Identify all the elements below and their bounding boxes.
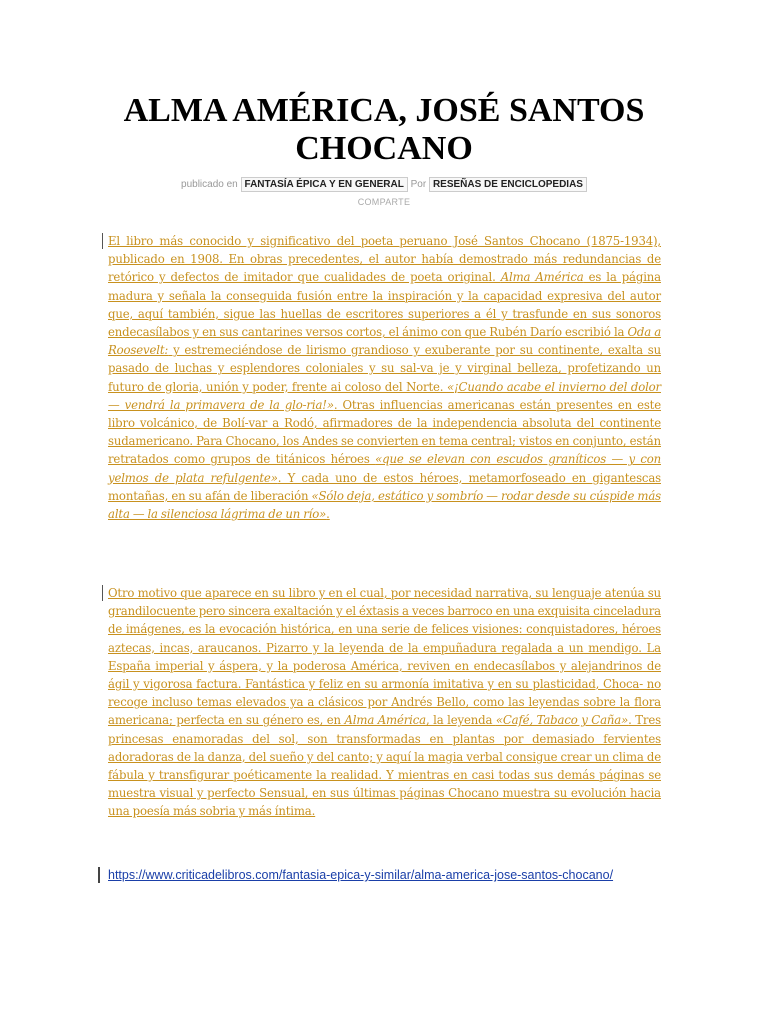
quoted-text: Alma América: [500, 270, 584, 285]
paragraph-1: [108, 232, 661, 523]
published-in-label: publicado en: [181, 179, 238, 190]
cursor-bar: [98, 867, 100, 883]
paragraph-2: [108, 584, 661, 821]
text-run: es la página madura y señala la conseguida fusión entre la inspiración y la capacidad expresiva del autor que, aquí también, sigue las huellas de escritores superiores a él y trasfunde en sus sonoros endecasílabos y en sus cantarines versos cortos, el ánimo con que Rubén Darío escribió la: [108, 270, 661, 340]
text-run: , la leyenda: [425, 713, 496, 728]
quoted-text: «¡Cuando acabe el invierno del dolor — vendrá la primavera de la glo-ria!»: [108, 379, 661, 412]
quoted-text: Oda a Roosevelt:: [108, 325, 662, 358]
post-meta: [0, 177, 768, 192]
author-link[interactable]: RESEÑAS DE ENCICLOPEDIAS: [429, 177, 587, 192]
by-label: Por: [410, 179, 427, 190]
text-run: . Y cada uno de estos héroes, metamorfoseado en gigantescas montañas, en su afán de liberación: [108, 470, 661, 503]
quoted-text: «Sólo deja, estático y sombrío — rodar desde su cúspide más alta — la silenciosa lágrima de un río»: [108, 488, 661, 522]
category-link[interactable]: FANTASÍA ÉPICA Y EN GENERAL: [241, 177, 408, 192]
page-title: ALMA AMÉRICA, JOSÉ SANTOS CHOCANO: [123, 92, 645, 167]
source-link[interactable]: https://www.criticadelibros.com/fantasia-epica-y-similar/alma-america-jose-santos-chocano/: [108, 868, 614, 882]
quoted-text: Alma América: [344, 713, 426, 728]
text-run: Otro motivo que aparece en su libro y en el cual, por necesidad narrativa, su lenguaje atenúa su grandilocuente pero sincera exaltación y el éxtasis a veces barroco en una exquisita cinceladura de imágenes, es la evocación histórica, en una serie de felices visiones: conquistadores, héroes aztecas, incas, araucanos. Pizarro y la leyenda de la empuñadura regalada a un mendigo. La España imperial y áspera, y la poderosa América, reviven en endecasílabos y alejandrinos de ágil y vigorosa factura. Fantástica y feliz en su armonía imitativa y en su plasticidad, Choca- no recoge incluso temas elevados ya a clásicos por Andrés Bello, como las leyendas sobre la flora americana; perfecta en su género es, en: [108, 586, 661, 728]
text-run: .: [326, 507, 330, 522]
text-run: . Tres princesas enamoradas del sol, son transformadas en plantas por demasiado fervientes adoradoras de la danza, del sueño y del canto; y aquí la magia verbal consigue crear un clima de fábula y transfigurar poéticamente la realidad. Y mientras en casi todas sus demás páginas se muestra visual y perfecto Sensual, en sus últimas páginas Chocano muestra su evolución hacia una poesía más sobria y más íntima.: [108, 713, 661, 819]
quoted-text: «que se elevan con escudos graníticos — y con yelmos de plata refulgente»: [108, 452, 661, 485]
text-run: y estremeciéndose de lirismo grandioso y exuberante por su continente, exalta su pasado de luchas y esplendores coloniales y su sal-va je y virginal belleza, profetizando un futuro de gloria, unión y poder, frente ai coloso del Norte.: [108, 343, 661, 394]
source-link-row: [98, 866, 613, 884]
quoted-text: «Café, Tabaco y Caña»: [495, 713, 629, 728]
text-run: El libro más conocido y significativo del poeta peruano José Santos Chocano (1875-1934), publicado en 1908. En obras precedentes, el autor había demostrado más redundancias de retórico y defectos de imitador que cualidades de poeta original.: [108, 234, 661, 285]
text-run: . Otras influencias americanas están presentes en este libro volcánico, de Bolí-var a Rodó, afirmadores de la independencia absoluta del continente sudamericano. Para Chocano, los Andes se convierten en tema central; vistos en conjunto, están retratados como grupos de titánicos héroes: [108, 397, 661, 467]
share-label[interactable]: COMPARTE: [357, 197, 411, 207]
